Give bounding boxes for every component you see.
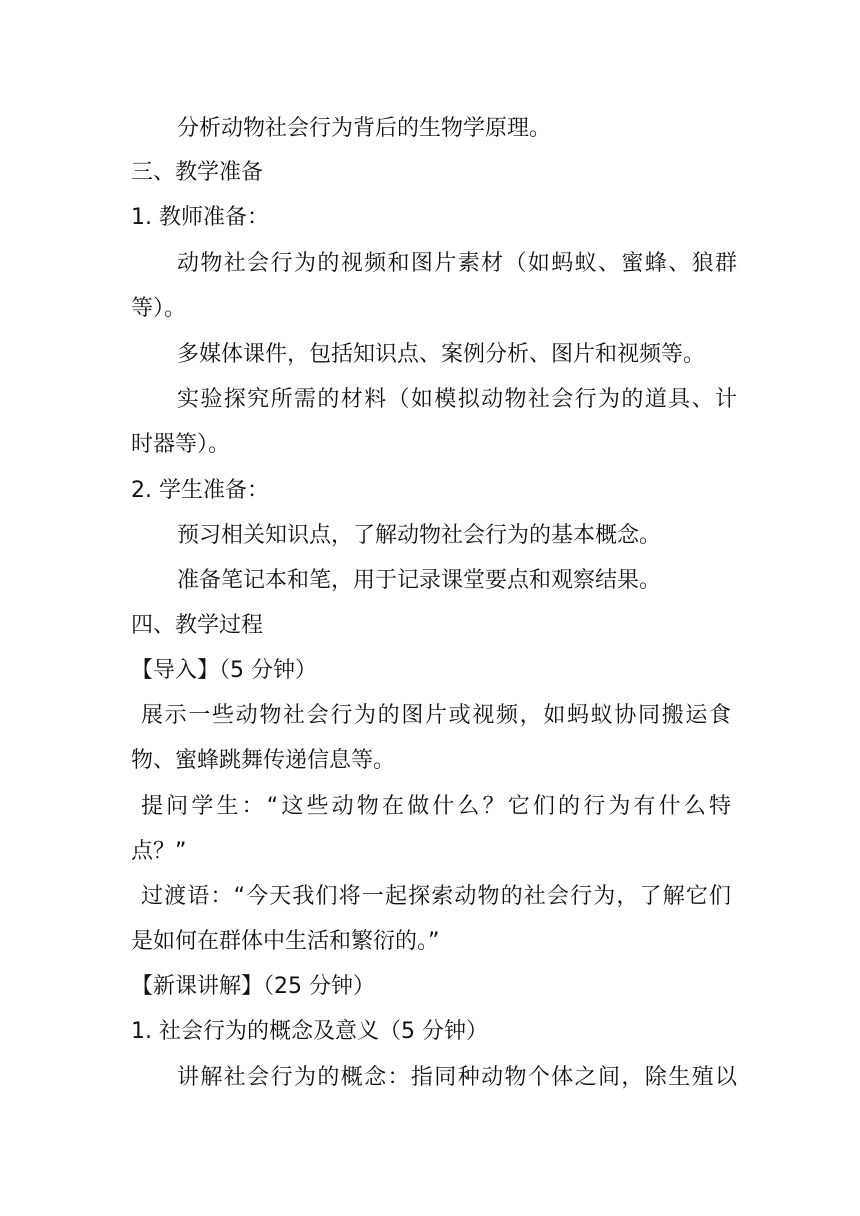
paragraph-line: 实验探究所需的材料（如模拟动物社会行为的道具、计 [177,387,737,412]
subsection-heading: 【新课讲解】（25 分钟） [131,974,375,999]
paragraph-line: 分析动物社会行为背后的生物学原理。 [177,116,552,141]
paragraph-line: 物、蜜蜂跳舞传递信息等。 [131,748,396,773]
list-heading: 1. 教师准备： [131,205,269,230]
paragraph-line: 点？” [131,839,187,864]
paragraph-line: 预习相关知识点，了解动物社会行为的基本概念。 [177,523,662,548]
subsection-heading: 【导入】（5 分钟） [131,658,317,683]
paragraph-line: 准备笔记本和笔，用于记录课堂要点和观察结果。 [177,568,662,593]
paragraph-line: 讲解社会行为的概念：指同种动物个体之间，除生殖以 [177,1065,737,1090]
list-heading: 2. 学生准备： [131,478,269,503]
paragraph-line: 动物社会行为的视频和图片素材（如蚂蚁、蜜蜂、狼群 [177,251,737,276]
section-heading: 三、教学准备 [131,160,264,185]
paragraph-line: 时器等）。 [131,432,231,457]
paragraph-line: 展示一些动物社会行为的图片或视频，如蚂蚁协同搬运食 [141,703,731,728]
paragraph-line: 等）。 [131,296,187,321]
paragraph-line: 是如何在群体中生活和繁衍的。” [131,929,440,954]
list-heading: 1. 社会行为的概念及意义（5 分钟） [131,1019,488,1044]
paragraph-line: 多媒体课件，包括知识点、案例分析、图片和视频等。 [177,342,706,367]
paragraph-line: 过渡语：“今天我们将一起探索动物的社会行为，了解它们 [141,884,731,909]
section-heading: 四、教学过程 [131,613,264,638]
paragraph-line: 提问学生：“这些动物在做什么？它们的行为有什么特 [141,794,731,819]
